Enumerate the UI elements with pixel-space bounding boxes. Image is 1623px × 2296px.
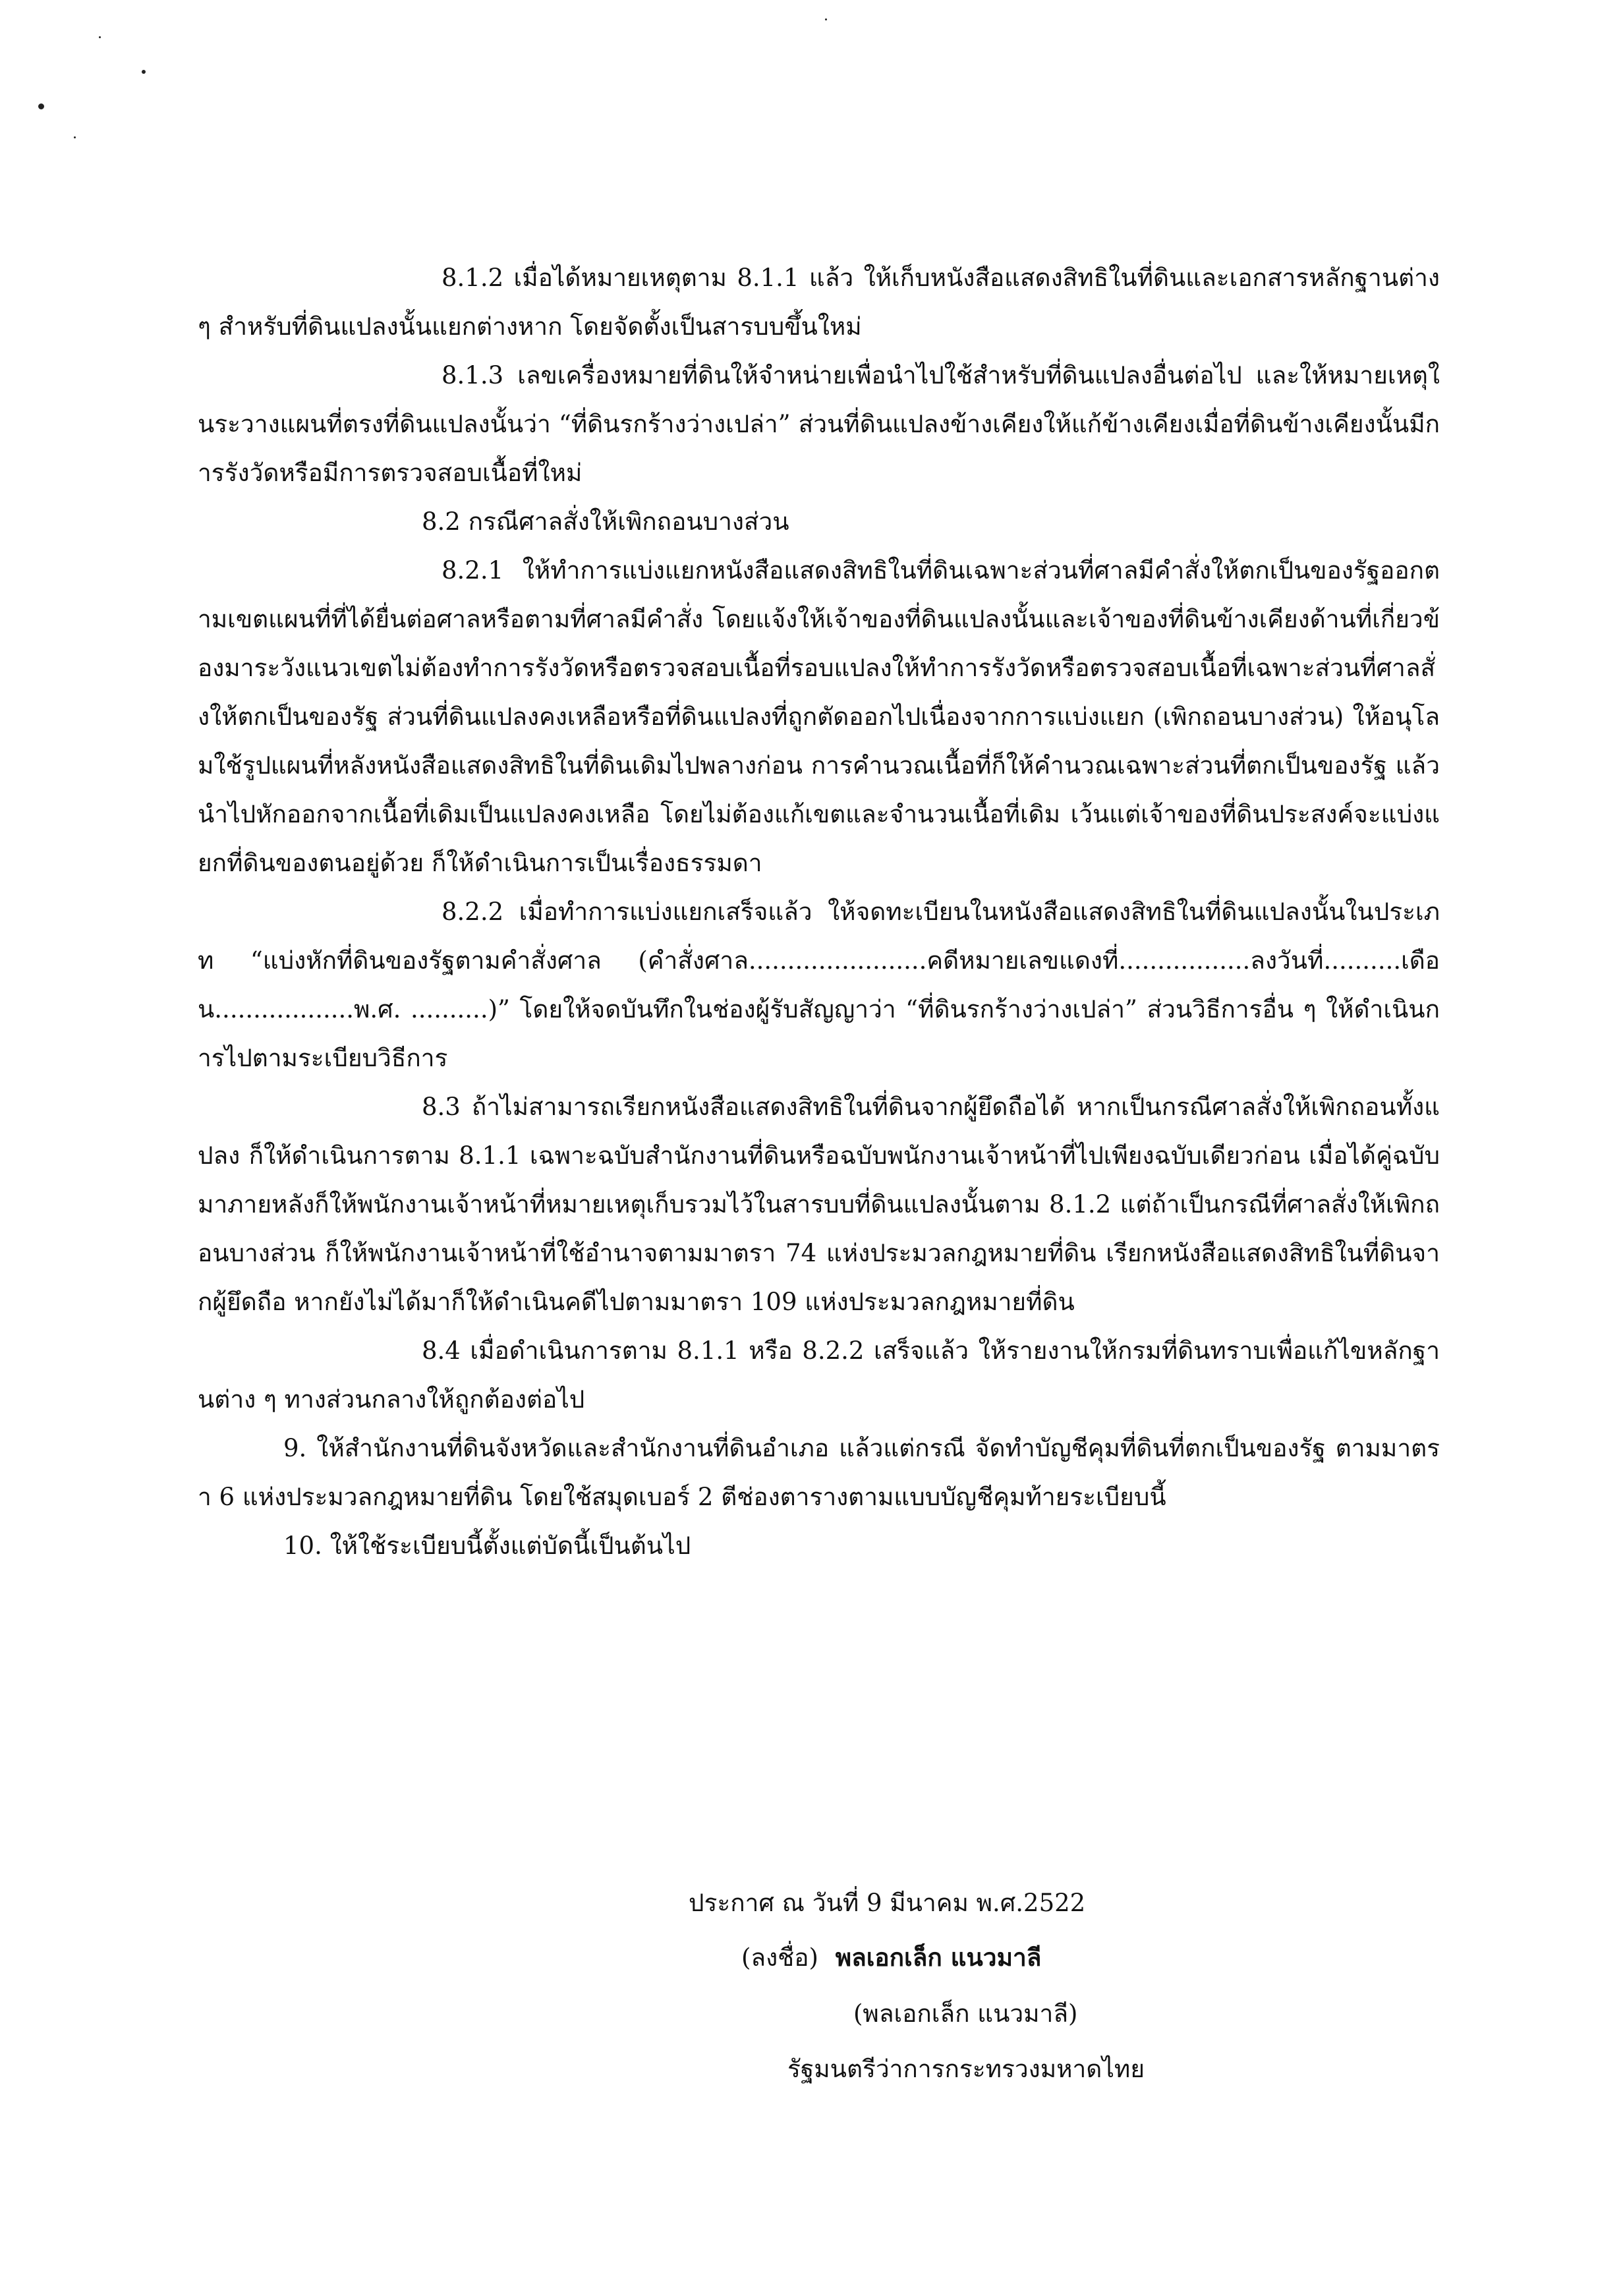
paragraph-8-1-2: 8.1.2 เมื่อได้หมายเหตุตาม 8.1.1 แล้ว ให้เก็บหนังสือแสดงสิทธิในที่ดินและเอกสารหลักฐานต่าง ๆ สำหรับที่ดินแปลงนั้นแยกต่างหาก โดยจัดตั้งเป็นสารบบขึ้นใหม่ <box>198 264 1440 341</box>
signed-name: พลเอกเล็ก แนวมาลี <box>835 1943 1042 1972</box>
signed-line <box>741 1944 1041 1971</box>
paragraph-8-4: 8.4 เมื่อดำเนินการตาม 8.1.1 หรือ 8.2.2 เสร็จแล้ว ให้รายงานให้กรมที่ดินทราบเพื่อแก้ไขหลักฐานต่าง ๆ ทางส่วนกลางให้ถูกต้องต่อไป <box>198 1336 1440 1414</box>
signer-position: รัฐมนตรีว่าการกระทรวงมหาดไทย <box>787 2055 1145 2083</box>
printed-name: (พลเอกเล็ก แนวมาลี) <box>853 1999 1078 2028</box>
paragraph-8-2-1: 8.2.1 ให้ทำการแบ่งแยกหนังสือแสดงสิทธิในที่ดินเฉพาะส่วนที่ศาลมีคำสั่งให้ตกเป็นของรัฐออกตามเขตแผนที่ที่ได้ยื่นต่อศาลหรือตามที่ศาลมีคำสั่ง โดยแจ้งให้เจ้าของที่ดินแปลงนั้นและเจ้าของที่ดินข้างเคียงด้านที่เกี่ยวข้องมาระวังแนวเขตไม่ต้องทำการรังวัดหรือตรวจสอบเนื้อที่รอบแปลงให้ทำการรังวัดหรือตรวจสอบเนื้อที่เฉพาะส่วนที่ศาลสั่งให้ตกเป็นของรัฐ ส่วนที่ดินแปลงคงเหลือหรือที่ดินแปลงที่ถูกตัดออกไปเนื่องจากการแบ่งแยก (เพิกถอนบางส่วน) ให้อนุโลมใช้รูปแผนที่หลังหนังสือแสดงสิทธิในที่ดินเดิมไปพลางก่อน การคำนวณเนื้อที่ก็ให้คำนวณเฉพาะส่วนที่ตกเป็นของรัฐ แล้วนำไปหักออกจากเนื้อที่เดิมเป็นแปลงคงเหลือ โดยไม่ต้องแก้เขตและจำนวนเนื้อที่เดิม เว้นแต่เจ้าของที่ดินประสงค์จะแบ่งแยกที่ดินของตนอยู่ด้วย ก็ให้ดำเนินการเป็นเรื่องธรรมดา <box>198 556 1440 877</box>
signed-prefix: (ลงชื่อ) <box>741 1943 818 1972</box>
scan-speck <box>142 70 146 74</box>
paragraph-8-1-3: 8.1.3 เลขเครื่องหมายที่ดินให้จำหน่ายเพื่อนำไปใช้สำหรับที่ดินแปลงอื่นต่อไป และให้หมายเหตุในระวางแผนที่ตรงที่ดินแปลงนั้นว่า “ที่ดินรกร้างว่างเปล่า” ส่วนที่ดินแปลงข้างเคียงให้แก้ข้างเคียงเมื่อที่ดินข้างเคียงนั้นมีการรังวัดหรือมีการตรวจสอบเนื้อที่ใหม่ <box>198 361 1440 487</box>
scan-speck <box>825 18 827 20</box>
paragraph-10: 10. ให้ใช้ระเบียบนี้ตั้งแต่บัดนี้เป็นต้นไป <box>283 1532 691 1560</box>
document-body <box>198 254 1440 1570</box>
scan-speck <box>99 36 101 38</box>
scan-speck <box>38 103 44 109</box>
scan-speck <box>74 136 76 138</box>
paragraph-8-2-heading: 8.2 กรณีศาลสั่งให้เพิกถอนบางส่วน <box>422 507 789 536</box>
paragraph-8-3: 8.3 ถ้าไม่สามารถเรียกหนังสือแสดงสิทธิในที่ดินจากผู้ยึดถือได้ หากเป็นกรณีศาลสั่งให้เพิกถอนทั้งแปลง ก็ให้ดำเนินการตาม 8.1.1 เฉพาะฉบับสำนักงานที่ดินหรือฉบับพนักงานเจ้าหน้าที่ไปเพียงฉบับเดียวก่อน เมื่อได้คู่ฉบับมาภายหลังก็ให้พนักงานเจ้าหน้าที่หมายเหตุเก็บรวมไว้ในสารบบที่ดินแปลงนั้นตาม 8.1.2 แต่ถ้าเป็นกรณีที่ศาลสั่งให้เพิกถอนบางส่วน ก็ให้พนักงานเจ้าหน้าที่ใช้อำนาจตามมาตรา 74 แห่งประมวลกฎหมายที่ดิน เรียกหนังสือแสดงสิทธิในที่ดินจากผู้ยึดถือ หากยังไม่ได้มาก็ให้ดำเนินคดีไปตามมาตรา 109 แห่งประมวลกฎหมายที่ดิน <box>198 1093 1440 1316</box>
announcement-date: ประกาศ ณ วันที่ 9 มีนาคม พ.ศ.2522 <box>689 1889 1086 1917</box>
paragraph-8-2-2: 8.2.2 เมื่อทำการแบ่งแยกเสร็จแล้ว ให้จดทะเบียนในหนังสือแสดงสิทธิในที่ดินแปลงนั้นในประเภท “แบ่งหักที่ดินของรัฐตามคำสั่งศาล (คำสั่งศาล.......................คดีหมายเลขแดงที่.................ลงวันที่..........เดือน..................พ.ศ. ..........)” โดยให้จดบันทึกในช่องผู้รับสัญญาว่า “ที่ดินรกร้างว่างเปล่า” ส่วนวิธีการอื่น ๆ ให้ดำเนินการไปตามระเบียบวิธีการ <box>198 898 1440 1072</box>
paragraph-9: 9. ให้สำนักงานที่ดินจังหวัดและสำนักงานที่ดินอำเภอ แล้วแต่กรณี จัดทำบัญชีคุมที่ดินที่ตกเป็นของรัฐ ตามมาตรา 6 แห่งประมวลกฎหมายที่ดิน โดยใช้สมุดเบอร์ 2 ตีช่องตารางตามแบบบัญชีคุมท้ายระเบียบนี้ <box>198 1434 1440 1511</box>
